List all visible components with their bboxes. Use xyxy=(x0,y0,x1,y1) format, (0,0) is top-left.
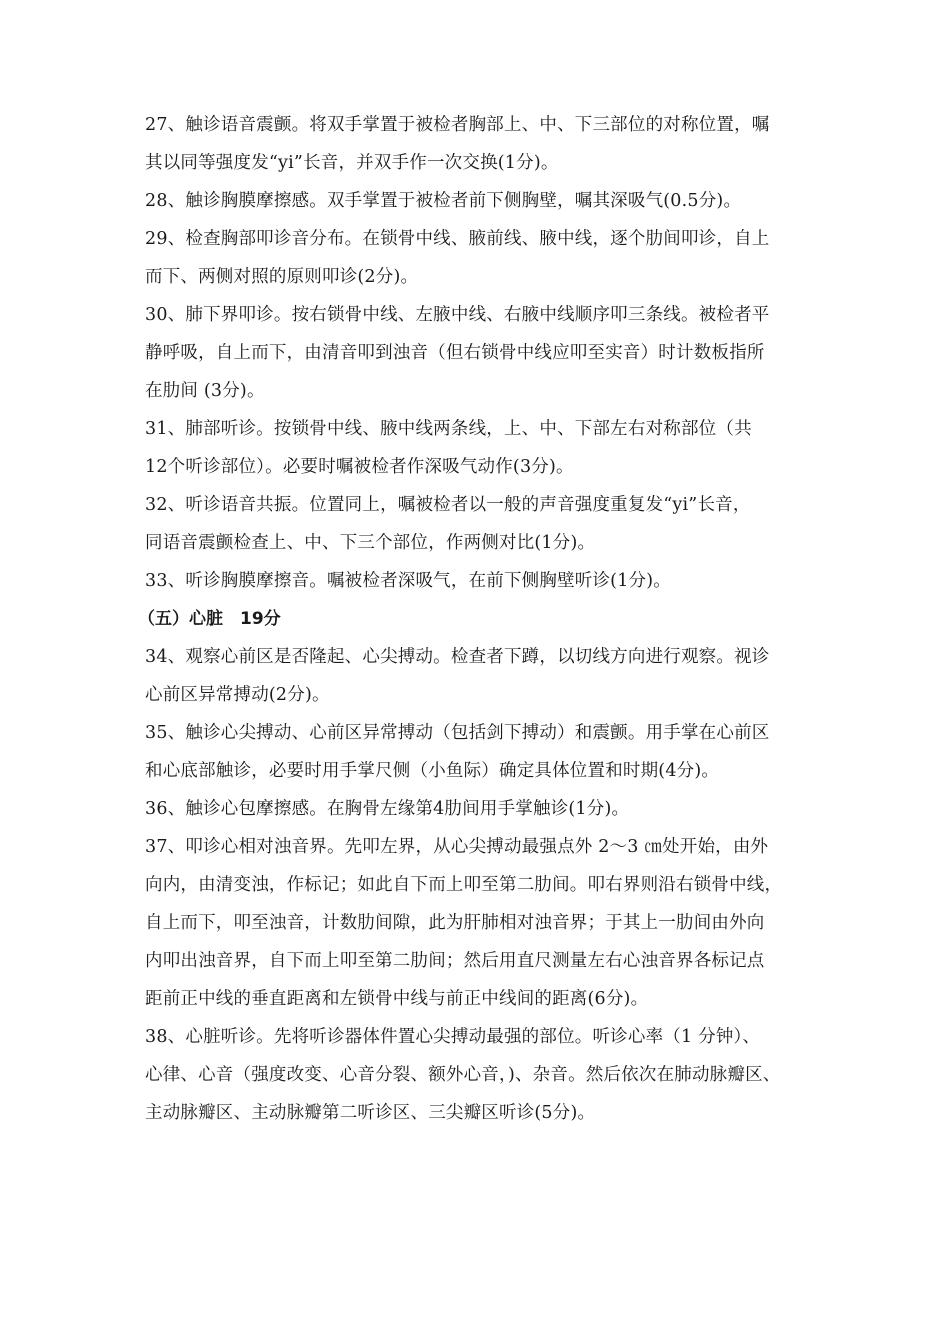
item-30-line-1: 30、肺下界叩诊。按右锁骨中线、左腋中线、右腋中线顺序叩三条线。被检者平 xyxy=(145,305,770,325)
item-37-line-5: 距前正中线的垂直距离和左锁骨中线与前正中线间的距离(6分)。 xyxy=(145,989,649,1009)
item-27 xyxy=(145,106,817,182)
item-31-line-1: 31、肺部听诊。按锁骨中线、腋中线两条线，上、中、下部左右对称部位（共 xyxy=(145,419,752,439)
item-38-line-1: 38、心脏听诊。先将听诊器体件置心尖搏动最强的部位。听诊心率（1 分钟）、 xyxy=(145,1027,761,1047)
item-30-line-2: 静呼吸，自上而下，由清音叩到浊音（但右锁骨中线应叩至实音）时计数板指所 xyxy=(145,343,765,363)
item-27-line-2: 其以同等强度发“yi”长音，并双手作一次交换(1分)。 xyxy=(145,153,559,173)
item-35-line-2: 和心底部触诊，必要时用手掌尺侧（小鱼际）确定具体位置和时期(4分)。 xyxy=(145,761,720,781)
item-37-line-1: 37、叩诊心相对浊音界。先叩左界，从心尖搏动最强点外 2～3 ㎝处开始，由外 xyxy=(145,837,769,857)
item-30 xyxy=(145,296,817,410)
item-37-line-2: 向内，由清变浊，作标记；如此自下而上叩至第二肋间。叩右界则沿右锁骨中线， xyxy=(145,875,783,895)
item-38 xyxy=(145,1018,817,1132)
item-32-line-1: 32、听诊语音共振。位置同上，嘱被检者以一般的声音强度重复发“yi”长音， xyxy=(145,495,751,515)
item-27-line-1: 27、触诊语音震颤。将双手掌置于被检者胸部上、中、下三部位的对称位置，嘱 xyxy=(145,115,770,135)
item-36-line-1: 36、触诊心包摩擦感。在胸骨左缘第4肋间用手掌触诊(1分)。 xyxy=(145,799,630,819)
item-30-line-3: 在肋间 (3分)。 xyxy=(145,381,265,401)
item-37-line-4: 内叩出浊音界，自下而上叩至第二肋间；然后用直尺测量左右心浊音界各标记点 xyxy=(145,951,765,971)
item-34-line-2: 心前区异常搏动(2分)。 xyxy=(145,685,330,705)
item-29-line-1: 29、检查胸部叩诊音分布。在锁骨中线、腋前线、腋中线，逐个肋间叩诊，自上 xyxy=(145,229,770,249)
item-35 xyxy=(145,714,817,790)
item-29 xyxy=(145,220,817,296)
item-38-line-2: 心律、心音（强度改变、心音分裂、额外心音，)、杂音。然后依次在肺动脉瓣区、 xyxy=(145,1065,781,1085)
item-31-line-2: 12个听诊部位）。必要时嘱被检者作深吸气动作(3分)。 xyxy=(145,457,574,477)
item-34 xyxy=(145,638,817,714)
item-37-line-3: 自上而下，叩至浊音，计数肋间隙，此为肝肺相对浊音界；于其上一肋间由外向 xyxy=(145,913,765,933)
item-31 xyxy=(145,410,817,486)
item-33 xyxy=(145,562,817,600)
item-29-line-2: 而下、两侧对照的原则叩诊(2分)。 xyxy=(145,267,419,287)
section-heading-heart: （五）心脏 19分 xyxy=(138,609,281,629)
item-32 xyxy=(145,486,817,562)
item-34-line-1: 34、观察心前区是否隆起、心尖搏动。检查者下蹲，以切线方向进行观察。视诊 xyxy=(145,647,770,667)
item-38-line-3: 主动脉瓣区、主动脉瓣第二听诊区、三尖瓣区听诊(5分)。 xyxy=(145,1103,596,1123)
page-content xyxy=(138,106,817,1132)
item-32-line-2: 同语音震颤检查上、中、下三个部位，作两侧对比(1分)。 xyxy=(145,533,596,553)
item-37 xyxy=(145,828,817,1018)
item-33-line-1: 33、听诊胸膜摩擦音。嘱被检者深吸气，在前下侧胸壁听诊(1分)。 xyxy=(145,571,671,591)
item-28-line-1: 28、触诊胸膜摩擦感。双手掌置于被检者前下侧胸壁，嘱其深吸气(0.5分)。 xyxy=(145,191,742,211)
item-28 xyxy=(145,182,817,220)
item-36 xyxy=(145,790,817,828)
item-35-line-1: 35、触诊心尖搏动、心前区异常搏动（包括剑下搏动）和震颤。用手掌在心前区 xyxy=(145,723,770,743)
